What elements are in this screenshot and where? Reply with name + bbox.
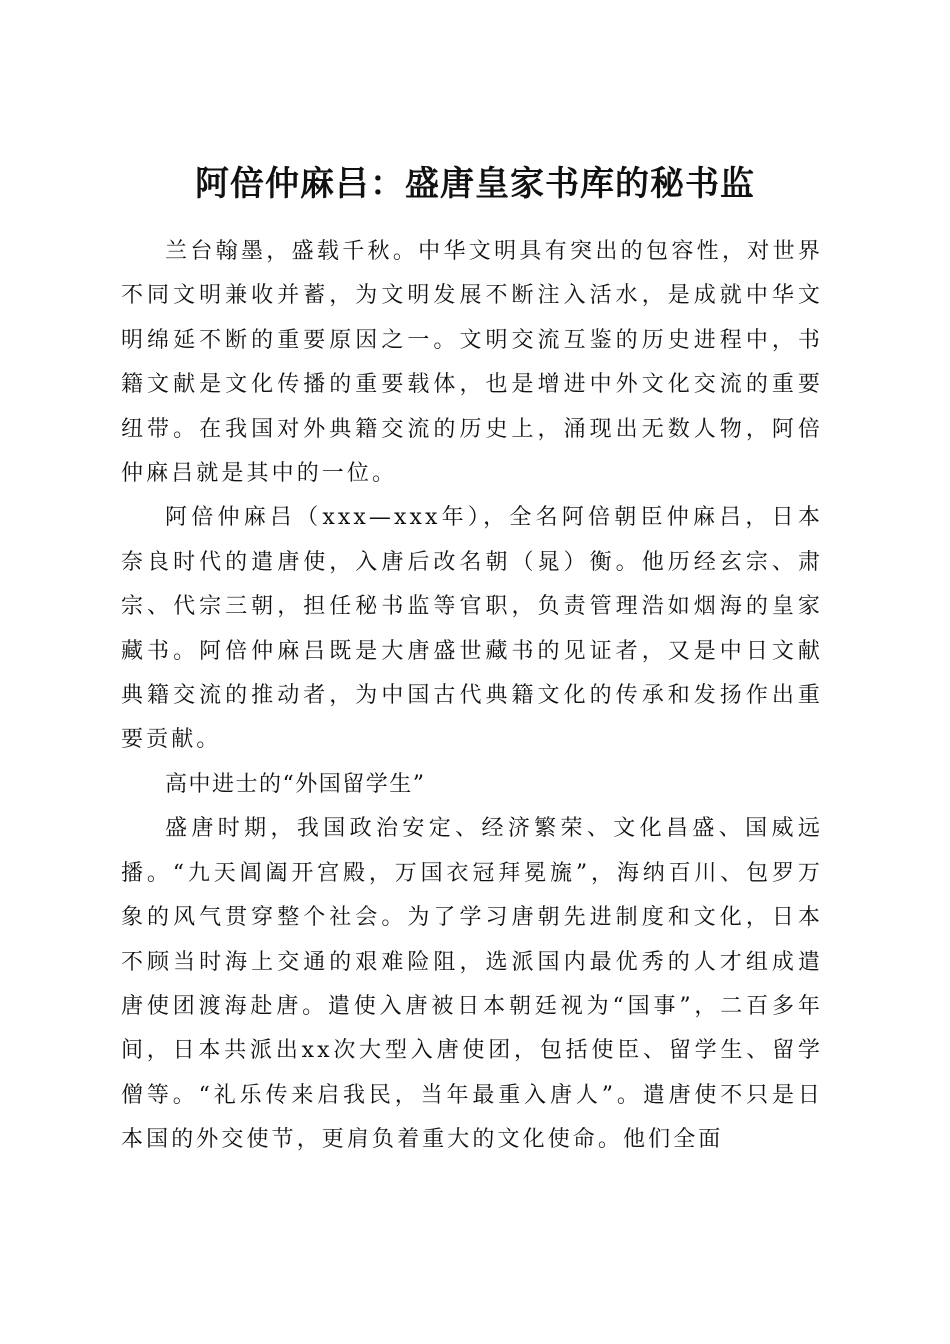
paragraph-section: 盛唐时期，我国政治安定、经济繁荣、文化昌盛、国威远播。“九天阊阖开宫殿，万国衣冠拜冕旒”，海纳百川、包罗万象的风气贯穿整个社会。为了学习唐朝先进制度和文化，日本不顾当时海上交通的艰难险阻，选派国内最优秀的人才组成遣唐使团渡海赴唐。遣使入唐被日本朝廷视为“国事”，二百多年间，日本共派出xx次大型入唐使团，包括使臣、留学生、留学僧等。“礼乐传来启我民，当年最重入唐人”。遣唐使不只是日本国的外交使节，更肩负着重大的文化使命。他们全面 bbox=[121, 816, 823, 1153]
section-heading: 高中进士的“外国留学生” bbox=[165, 771, 426, 797]
document-title: 阿倍仲麻吕：盛唐皇家书库的秘书监 bbox=[195, 163, 755, 204]
paragraph-intro: 兰台翰墨，盛载千秋。中华文明具有突出的包容性，对世界不同文明兼收并蓄，为文明发展不断注入活水，是成就中华文明绵延不断的重要原因之一。文明交流互鉴的历史进程中，书籍文献是文化传播的重要载体，也是增进中外文化交流的重要纽带。在我国对外典籍交流的历史上，涌现出无数人物，阿倍仲麻吕就是其中的一位。 bbox=[121, 239, 823, 487]
paragraph-biography: 阿倍仲麻吕（xxx—xxx年），全名阿倍朝臣仲麻吕，日本奈良时代的遣唐使，入唐后改名朝（晁）衡。他历经玄宗、肃宗、代宗三朝，担任秘书监等官职，负责管理浩如烟海的皇家藏书。阿倍仲麻吕既是大唐盛世藏书的见证者，又是中日文献典籍交流的推动者，为中国古代典籍文化的传承和发扬作出重要贡献。 bbox=[121, 505, 823, 753]
document-body bbox=[121, 230, 823, 1163]
